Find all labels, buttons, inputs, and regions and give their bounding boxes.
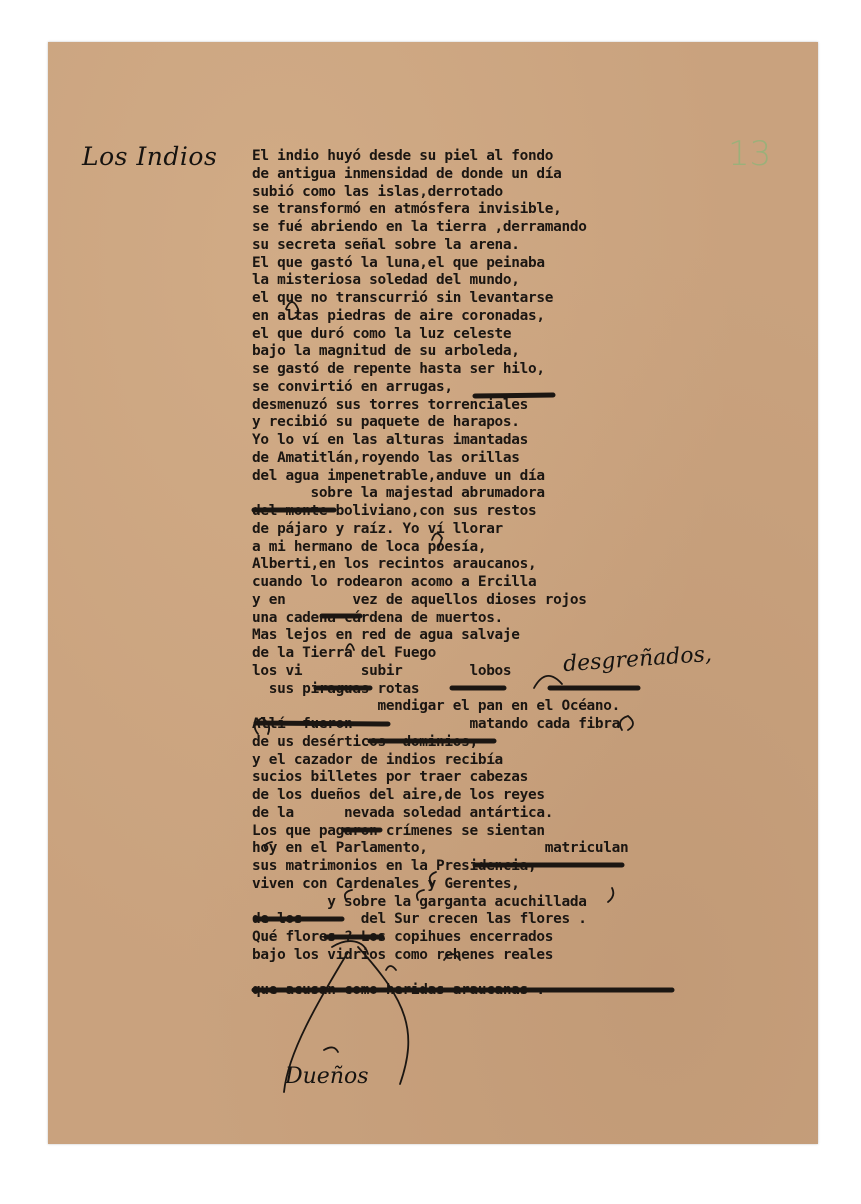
poem-line: y el cazador de indios recibía [252,751,503,768]
poem-line: bajo los vidrios como rehenes reales [252,946,554,963]
poem-line: de us desérticos dominios, [252,733,478,750]
poem-line: Mas lejos en red de agua salvaje [252,627,520,644]
poem-line: El indio huyó desde su piel al fondo [252,148,554,164]
poem-line: y sobre la garganta acuchillada [252,893,587,910]
poem-line: Yo lo ví en las alturas imantadas [252,432,529,448]
handwritten-note-duenos: Dueños [285,1064,369,1089]
poem-line: de pájaro y raíz. Yo ví llorar [252,520,503,537]
poem-line: el que duró como la luz celeste [252,325,512,342]
poem-line: el que no transcurrió sin levantarse [252,290,554,306]
poem-line: Allí fueron matando cada fibra [252,716,621,732]
poem-line: a mi hermano de loca poesía, [252,538,487,555]
poem-line [252,965,628,983]
poem-line: se fué abriendo en la tierra ,derramando [252,219,587,235]
poem-line: de los dueños del aire,de los reyes [252,787,545,803]
poem-line: sus piraguas rotas [252,680,420,697]
poem-line: sobre la majestad abrumadora [252,485,545,502]
poem-line: Alberti,en los recintos araucanos, [252,556,537,573]
poem-line: sucios billetes por traer cabezas [252,769,529,786]
poem-line: desmenuzó sus torres torrenciales [252,396,529,413]
poem-line: bajo la magnitud de su arboleda, [252,343,520,360]
poem-line: del agua impenetrable,anduve un día [252,467,545,484]
poem-line: Los que pagaron crímenes se sientan [252,822,545,839]
poem-line: subió como las islas,derrotado [252,183,503,200]
tilde-duenos [324,1047,338,1052]
poem-line: que acusan como heridas araucanas . [252,982,545,999]
poem-line: del monte boliviano,con sus restos [252,503,537,519]
poem-line: mendigar el pan en el Océano. [252,698,621,715]
poem-line: El que gastó la luna,el que peinaba [252,254,545,271]
typewritten-manuscript-page [48,42,818,1144]
poem-line: de los del Sur crecen las flores . [252,911,587,928]
poem-line: y recibió su paquete de harapos. [252,414,520,431]
poem-line: se gastó de repente hasta ser hilo, [252,361,545,377]
poem-line: de la nevada soledad antártica. [252,804,554,821]
poem-line: su secreta señal sobre la arena. [252,236,520,253]
poem-line: viven con Cardenales y Gerentes, [252,875,520,892]
handwritten-insertion-desgrenados: desgreñados, [562,641,713,678]
poem-line: hoy en el Parlamento, matriculan [252,840,629,857]
poem-line: de Amatitlán,royendo las orillas [252,449,520,466]
poem-line: la misteriosa soledad del mundo, [252,272,520,289]
poem-line: y en vez de aquellos dioses rojos [252,591,587,608]
poem-line: se transformó en atmósfera invisible, [252,201,562,218]
poem-line: en altas piedras de aire coronadas, [252,307,545,324]
typewritten-poem [252,148,628,1000]
poem-line: se convirtió en arrugas, [252,378,453,395]
poem-line: de antigua inmensidad de donde un día [252,165,562,182]
poem-line: Qué flores ? Los copihues encerrados [252,929,554,945]
poem-line: los vi subir lobos [252,662,512,679]
handwritten-title: Los Indios [82,142,218,171]
poem-line: cuando lo rodearon acomo a Ercilla [252,574,537,590]
poem-line: de la Tierra del Fuego [252,645,437,661]
folio-number: 13 [728,134,772,174]
poem-line: sus matrimonios en la Presidencia, [252,858,537,874]
poem-line: una cadena cárdena de muertos. [252,609,503,626]
